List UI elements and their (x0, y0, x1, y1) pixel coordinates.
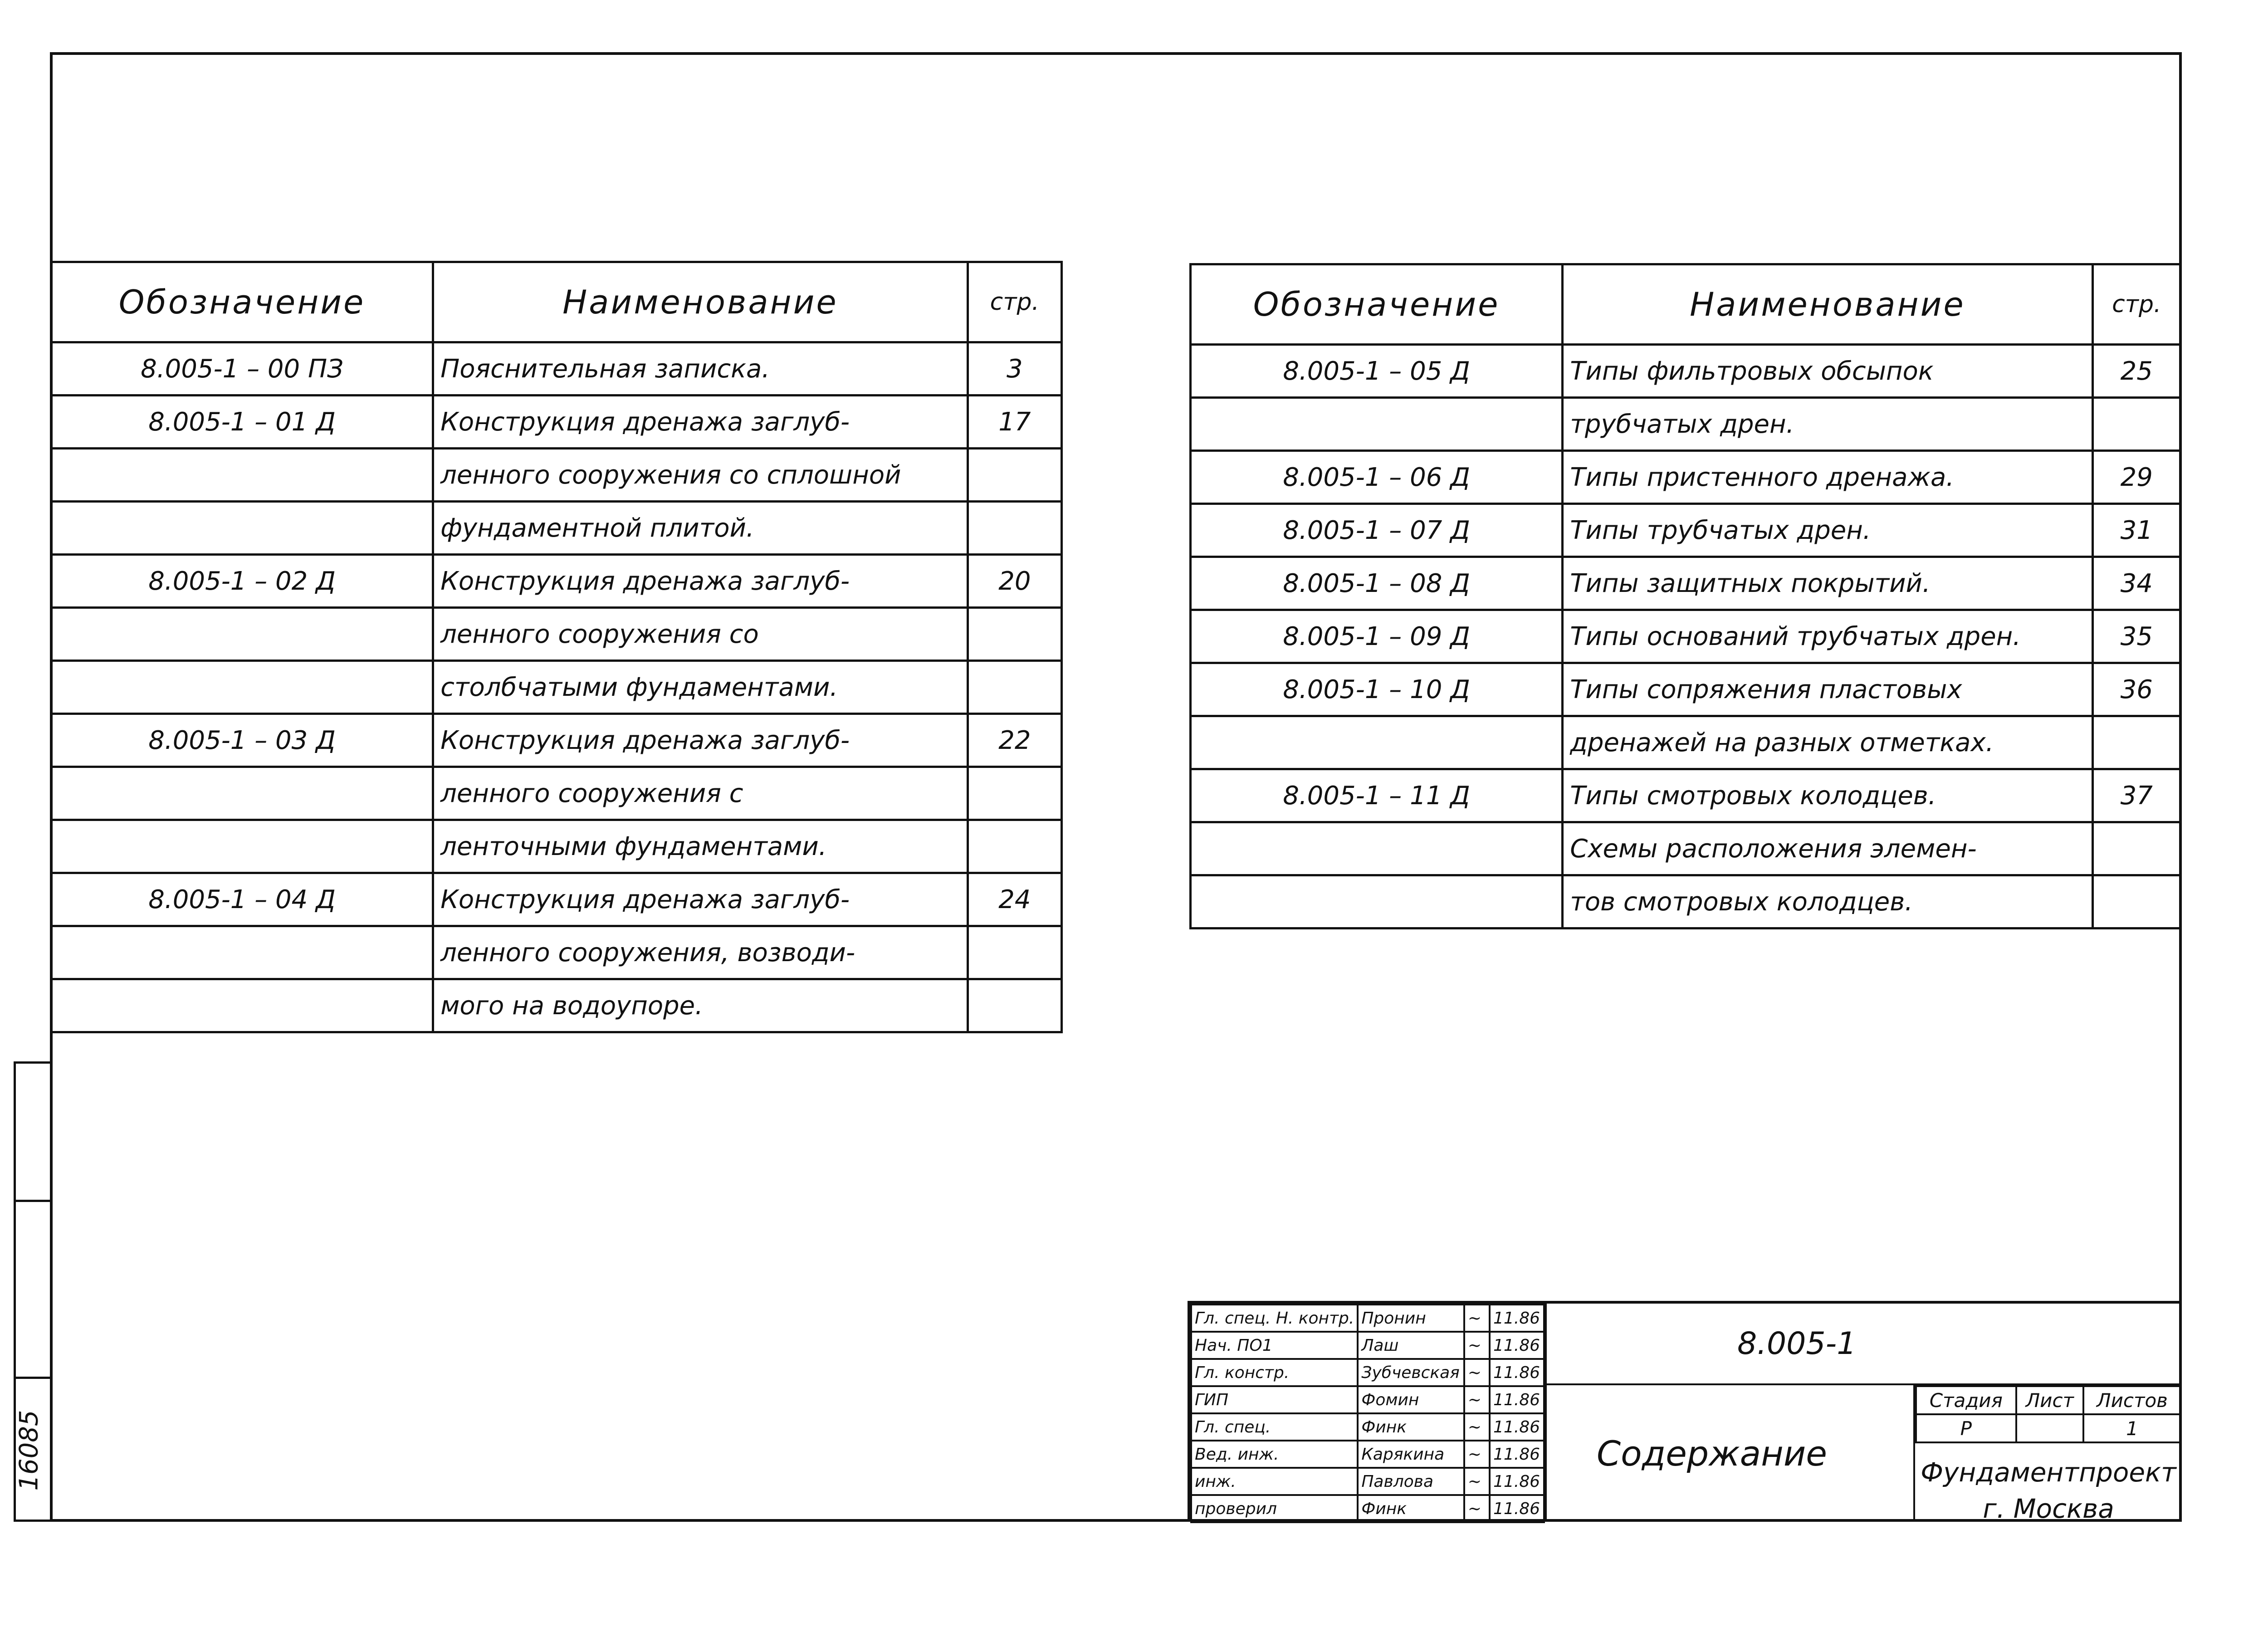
row-designation (51, 661, 433, 714)
row-name: Конструкция дренажа заглуб- (433, 555, 968, 608)
signature-row (1191, 1495, 1544, 1522)
table-row (51, 926, 1062, 979)
stage-value: Р (1916, 1414, 2016, 1442)
row-page: 37 (2092, 769, 2180, 822)
signature-row (1191, 1468, 1544, 1495)
row-designation (51, 926, 433, 979)
row-page: 29 (2092, 451, 2180, 504)
row-designation (51, 449, 433, 502)
side-divider (16, 1377, 50, 1379)
header-designation: Обозначение (51, 262, 433, 342)
signature-mark: ~ (1464, 1332, 1490, 1359)
stage-table (1915, 1385, 2182, 1443)
row-designation (1191, 875, 1563, 928)
row-designation: 8.005-1 – 08 Д (1191, 557, 1563, 610)
table-row (1191, 875, 2181, 928)
row-designation (51, 979, 433, 1032)
contents-table-left (50, 261, 1063, 1033)
contents-table-right (1189, 263, 2182, 929)
side-divider (16, 1200, 50, 1202)
row-page: 31 (2092, 504, 2180, 557)
signature-mark: ~ (1464, 1441, 1490, 1468)
signature-row (1191, 1359, 1544, 1386)
signature-date: 11.86 (1490, 1468, 1544, 1495)
signature-role: ГИП (1191, 1386, 1358, 1413)
signature-row (1191, 1413, 1544, 1441)
row-designation: 8.005-1 – 04 Д (51, 873, 433, 926)
signature-name: Павлова (1358, 1468, 1464, 1495)
row-page (968, 926, 1061, 979)
stage-block (1913, 1385, 2182, 1522)
row-designation (51, 767, 433, 820)
signature-role: инж. (1191, 1468, 1358, 1495)
title-block (1188, 1301, 2182, 1522)
document-title: Содержание (1545, 1385, 1913, 1522)
row-name: ленного сооружения, возводи- (433, 926, 968, 979)
row-designation (51, 608, 433, 661)
table-row (51, 714, 1062, 767)
header-designation: Обозначение (1191, 264, 1563, 345)
signature-name: Пронин (1358, 1305, 1464, 1332)
header-name: Наименование (433, 262, 968, 342)
row-name: ленного сооружения со сплошной (433, 449, 968, 502)
row-name: столбчатыми фундаментами. (433, 661, 968, 714)
row-page (968, 502, 1061, 555)
table-row (1191, 610, 2181, 663)
row-page (2092, 398, 2180, 451)
table-row (51, 661, 1062, 714)
signature-date: 11.86 (1490, 1413, 1544, 1441)
signature-name: Финк (1358, 1495, 1464, 1522)
row-name: ленного сооружения с (433, 767, 968, 820)
row-page (968, 449, 1061, 502)
row-page: 34 (2092, 557, 2180, 610)
table-row (1191, 451, 2181, 504)
table-row (51, 502, 1062, 555)
row-page: 25 (2092, 345, 2180, 398)
header-page: стр. (2092, 264, 2180, 345)
row-name: ленточными фундаментами. (433, 820, 968, 873)
table-row (51, 449, 1062, 502)
row-name: Конструкция дренажа заглуб- (433, 714, 968, 767)
signature-mark: ~ (1464, 1468, 1490, 1495)
signature-name: Лаш (1358, 1332, 1464, 1359)
table-row (51, 767, 1062, 820)
row-designation (51, 820, 433, 873)
row-designation: 8.005-1 – 10 Д (1191, 663, 1563, 716)
table-row (1191, 822, 2181, 875)
row-name: Пояснительная записка. (433, 342, 968, 396)
table-row (1191, 769, 2181, 822)
row-page (968, 979, 1061, 1032)
row-page: 17 (968, 396, 1061, 449)
side-stamp (14, 1061, 50, 1522)
row-designation (1191, 716, 1563, 769)
header-row (51, 262, 1062, 342)
signature-role: Нач. ПО1 (1191, 1332, 1358, 1359)
signature-name: Зубчевская (1358, 1359, 1464, 1386)
header-page: стр. (968, 262, 1061, 342)
row-name: Конструкция дренажа заглуб- (433, 396, 968, 449)
table-row (51, 873, 1062, 926)
row-name: трубчатых дрен. (1563, 398, 2092, 451)
row-name: фундаментной плитой. (433, 502, 968, 555)
row-page (968, 661, 1061, 714)
signature-row (1191, 1332, 1544, 1359)
row-designation: 8.005-1 – 06 Д (1191, 451, 1563, 504)
table-row (51, 979, 1062, 1032)
row-name: Конструкция дренажа заглуб- (433, 873, 968, 926)
org-city: г. Москва (1983, 1493, 2114, 1524)
signatures-table (1190, 1304, 1545, 1523)
row-page: 24 (968, 873, 1061, 926)
row-name: Типы оснований трубчатых дрен. (1563, 610, 2092, 663)
row-designation: 8.005-1 – 05 Д (1191, 345, 1563, 398)
header-name: Наименование (1563, 264, 2092, 345)
signatures-block (1190, 1304, 1545, 1522)
row-name: ленного сооружения со (433, 608, 968, 661)
row-name: тов смотровых колодцев. (1563, 875, 2092, 928)
signature-name: Фомин (1358, 1386, 1464, 1413)
signature-date: 11.86 (1490, 1332, 1544, 1359)
org-name: Фундаментпроект (1921, 1457, 2176, 1488)
row-page: 36 (2092, 663, 2180, 716)
signature-role: Вед. инж. (1191, 1441, 1358, 1468)
row-page (968, 608, 1061, 661)
row-page (2092, 822, 2180, 875)
signature-mark: ~ (1464, 1305, 1490, 1332)
row-page (968, 820, 1061, 873)
signature-row (1191, 1441, 1544, 1468)
row-designation: 8.005-1 – 02 Д (51, 555, 433, 608)
document-code: 8.005-1 (1545, 1304, 2182, 1385)
row-designation: 8.005-1 – 00 ПЗ (51, 342, 433, 396)
row-page: 20 (968, 555, 1061, 608)
row-name: Типы фильтровых обсыпок (1563, 345, 2092, 398)
signature-mark: ~ (1464, 1413, 1490, 1441)
row-page (2092, 875, 2180, 928)
table-row (1191, 663, 2181, 716)
row-name: дренажей на разных отметках. (1563, 716, 2092, 769)
signature-role: проверил (1191, 1495, 1358, 1522)
row-name: Типы пристенного дренажа. (1563, 451, 2092, 504)
row-name: Схемы расположения элемен- (1563, 822, 2092, 875)
sheet-value (2016, 1414, 2083, 1442)
table-row (1191, 716, 2181, 769)
table-row (1191, 345, 2181, 398)
signature-role: Гл. констр. (1191, 1359, 1358, 1386)
signature-row (1191, 1305, 1544, 1332)
organization (1915, 1443, 2182, 1527)
sheet-header: Лист (2016, 1386, 2083, 1414)
row-designation (51, 502, 433, 555)
sheets-value: 1 (2083, 1414, 2181, 1442)
signature-date: 11.86 (1490, 1495, 1544, 1522)
row-designation: 8.005-1 – 09 Д (1191, 610, 1563, 663)
row-page: 3 (968, 342, 1061, 396)
row-name: Типы сопряжения пластовых (1563, 663, 2092, 716)
signature-mark: ~ (1464, 1495, 1490, 1522)
row-page: 35 (2092, 610, 2180, 663)
table-row (51, 608, 1062, 661)
header-row (1191, 264, 2181, 345)
row-designation: 8.005-1 – 07 Д (1191, 504, 1563, 557)
stage-header: Стадия (1916, 1386, 2016, 1414)
table-row (51, 820, 1062, 873)
table-row (51, 396, 1062, 449)
signature-date: 11.86 (1490, 1386, 1544, 1413)
table-row (51, 555, 1062, 608)
row-name: Типы трубчатых дрен. (1563, 504, 2092, 557)
row-page (968, 767, 1061, 820)
table-row (1191, 504, 2181, 557)
row-name: Типы смотровых колодцев. (1563, 769, 2092, 822)
row-name: мого на водоупоре. (433, 979, 968, 1032)
signature-date: 11.86 (1490, 1359, 1544, 1386)
signature-name: Карякина (1358, 1441, 1464, 1468)
signature-role: Гл. спец. (1191, 1413, 1358, 1441)
row-designation (1191, 822, 1563, 875)
signature-mark: ~ (1464, 1359, 1490, 1386)
table-row (51, 342, 1062, 396)
signature-mark: ~ (1464, 1386, 1490, 1413)
signature-role: Гл. спец. Н. контр. (1191, 1305, 1358, 1332)
sheets-header: Листов (2083, 1386, 2181, 1414)
table-row (1191, 557, 2181, 610)
signature-date: 11.86 (1490, 1305, 1544, 1332)
row-designation: 8.005-1 – 11 Д (1191, 769, 1563, 822)
signature-row (1191, 1386, 1544, 1413)
signature-name: Финк (1358, 1413, 1464, 1441)
row-name: Типы защитных покрытий. (1563, 557, 2092, 610)
row-designation (1191, 398, 1563, 451)
table-row (1191, 398, 2181, 451)
row-designation: 8.005-1 – 03 Д (51, 714, 433, 767)
signature-date: 11.86 (1490, 1441, 1544, 1468)
row-page (2092, 716, 2180, 769)
row-designation: 8.005-1 – 01 Д (51, 396, 433, 449)
row-page: 22 (968, 714, 1061, 767)
inventory-number: 16085 (14, 1410, 44, 1491)
